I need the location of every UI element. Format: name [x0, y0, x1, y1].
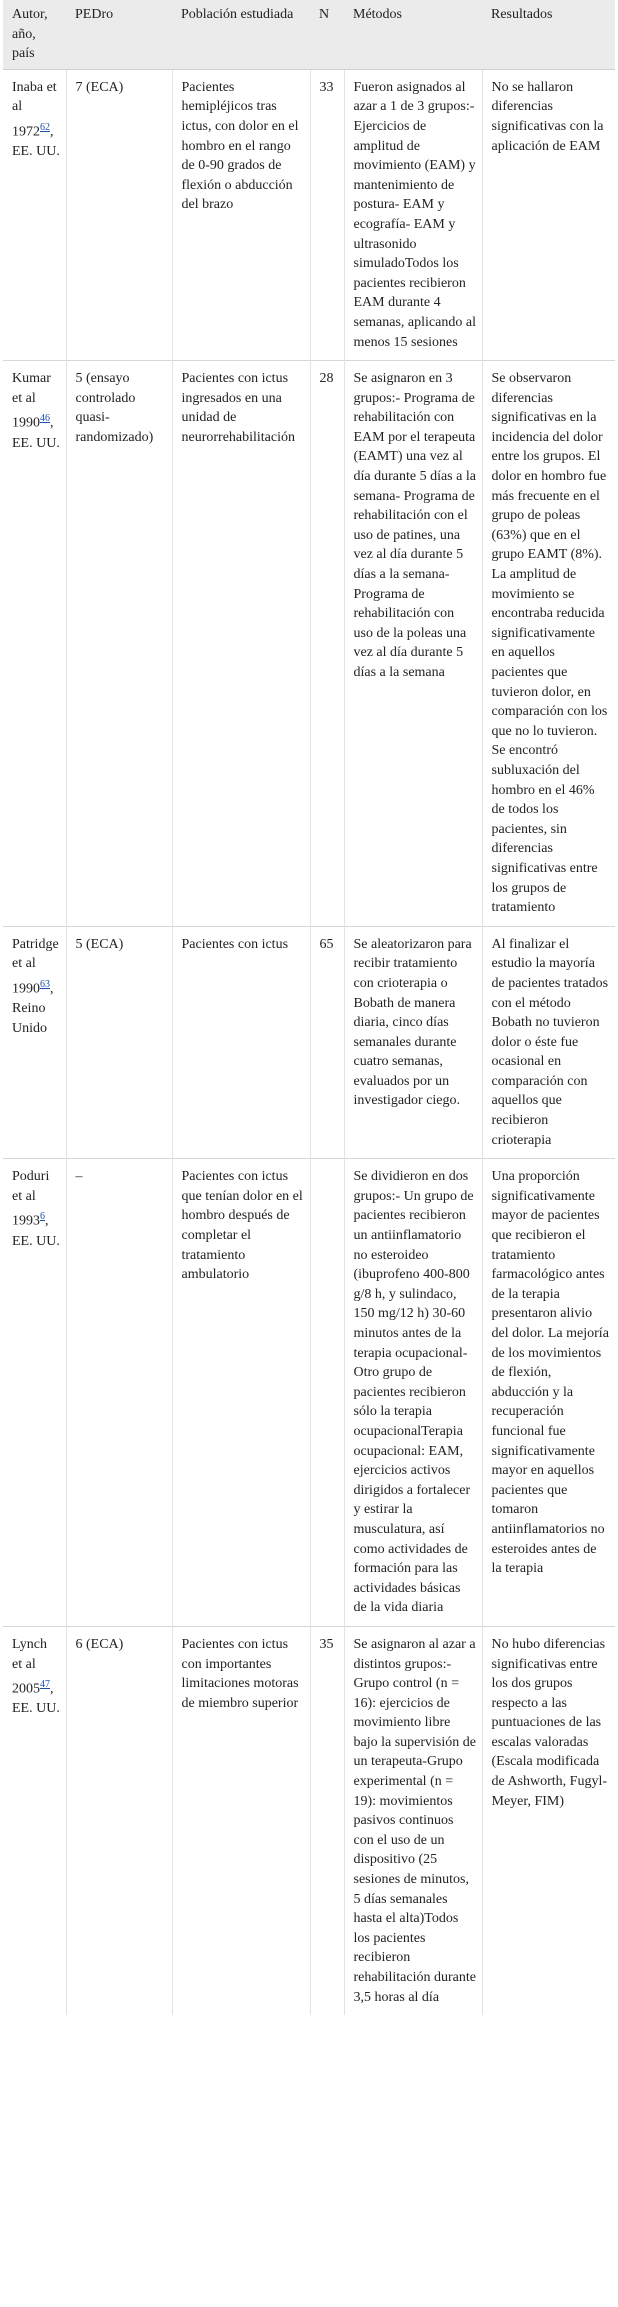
- population-cell: Pacientes con ictus: [172, 926, 310, 1159]
- methods-cell: Se aleatorizaron para recibir tratamiento con crioterapia o Bobath de manera diaria, cinco días semanales durante cuatro semanas, evaluados por un investigador ciego.: [344, 926, 482, 1159]
- methods-cell: Fueron asignados al azar a 1 de 3 grupos:- Ejercicios de amplitud de movimiento (EAM) y mantenimiento de postura- EAM y ecografía- EAM y ultrasonido simuladoTodos los pacientes recibieron EAM durante 4 semanas, aplicando al menos 15 sesiones: [344, 69, 482, 360]
- population-cell: Pacientes con ictus ingresados en una unidad de neurorrehabilitación: [172, 361, 310, 927]
- header-author: Autor, año, país: [3, 0, 66, 69]
- header-n: N: [310, 0, 344, 69]
- n-cell: 65: [310, 926, 344, 1159]
- author-country: , EE. UU.: [12, 1681, 60, 1717]
- table-header: [3, 0, 615, 69]
- author-text: Kumar et al 1990: [12, 371, 51, 431]
- methods-cell: Se dividieron en dos grupos:- Un grupo de pacientes recibieron un antiinflamatorio no esteroideo (ibuprofeno 400-800 g/8 h, y sulindaco, 150 mg/12 h) 30-60 minutos antes de la terapia ocupacional- Otro grupo de pacientes recibieron sólo la terapia ocupacionalTerapia ocupacional: EAM, ejercicios activos dirigidos a fortalecer y estirar la musculatura, así como actividades de formación para las actividades básicas de la vida diaria: [344, 1159, 482, 1627]
- results-cell: Una proporción significativamente mayor de pacientes que recibieron el tratamiento farmacológico antes de la terapia presentaron alivio del dolor. La mejoría de los movimientos de flexión, abducción y la recuperación funcional fue significativamente mayor en aquellos pacientes que tomaron antiinflamatorios no esteroides antes de la terapia: [482, 1159, 615, 1627]
- pedro-cell: –: [66, 1159, 172, 1627]
- pedro-cell: 5 (ensayo controlado quasi-randomizado): [66, 361, 172, 927]
- reference-link[interactable]: 47: [40, 1679, 50, 1691]
- pedro-cell: 7 (ECA): [66, 69, 172, 360]
- studies-table: [3, 0, 615, 2015]
- methods-cell: Se asignaron al azar a distintos grupos:- Grupo control (n = 16): ejercicios de movimiento libre bajo la supervisión de un terapeuta-Grupo experimental (n = 19): movimientos pasivos continuos con el uso de un dispositivo (25 sesiones de minutos, 5 días semanales hasta el alta)Todos los pacientes recibieron rehabilitación durante 3,5 horas al día: [344, 1626, 482, 2015]
- table-row: [3, 1159, 615, 1627]
- methods-cell: Se asignaron en 3 grupos:- Programa de rehabilitación con EAM por el terapeuta (EAMT) una vez al día durante 5 días a la semana- Programa de rehabilitación con el uso de patines, una vez al día durante 5 días a la semana- Programa de rehabilitación con uso de la poleas una vez al día durante 5 días a la semana: [344, 361, 482, 927]
- author-cell: [3, 1626, 66, 2015]
- population-cell: Pacientes con ictus que tenían dolor en el hombro después de completar el tratamiento ambulatorio: [172, 1159, 310, 1627]
- table-row: [3, 361, 615, 927]
- reference-link[interactable]: 6: [40, 1211, 45, 1223]
- author-country: , EE. UU.: [12, 1214, 60, 1249]
- author-cell: [3, 926, 66, 1159]
- n-cell: 33: [310, 69, 344, 360]
- author-cell: [3, 361, 66, 927]
- n-cell: [310, 1159, 344, 1627]
- author-text: Lynch et al 2005: [12, 1636, 47, 1697]
- header-pedro: PEDro: [66, 0, 172, 69]
- table-row: [3, 1626, 615, 2015]
- pedro-cell: 5 (ECA): [66, 926, 172, 1159]
- reference-link[interactable]: 46: [40, 413, 50, 425]
- results-cell: Al finalizar el estudio la mayoría de pacientes tratados con el método Bobath no tuvieron dolor o éste fue ocasional en comparación con aquellos que recibieron crioterapia: [482, 926, 615, 1159]
- author-cell: [3, 1159, 66, 1627]
- author-country: , Reino Unido: [12, 981, 54, 1036]
- header-results: Resultados: [482, 0, 615, 69]
- results-cell: No hubo diferencias significativas entre los dos grupos respecto a las puntuaciones de las escalas valoradas (Escala modificada de Ashworth, Fugyl-Meyer, FIM): [482, 1626, 615, 2015]
- results-cell: No se hallaron diferencias significativas con la aplicación de EAM: [482, 69, 615, 360]
- reference-link[interactable]: 63: [40, 978, 50, 990]
- population-cell: Pacientes hemipléjicos tras ictus, con dolor en el hombro en el rango de 0-90 grados de flexión o abducción del brazo: [172, 69, 310, 360]
- pedro-cell: 6 (ECA): [66, 1626, 172, 2015]
- author-country: , EE. UU.: [12, 415, 60, 451]
- results-cell: Se observaron diferencias significativas en la incidencia del dolor entre los grupos. El dolor en hombro fue más frecuente en el grupo de poleas (63%) que en el grupo EAMT (8%). La amplitud de movimiento se encontraba reducida significativamente en aquellos pacientes que tuvieron dolor, en comparación con los que no lo tuvieron. Se encontró subluxación del hombro en el 46% de todos los pacientes, sin diferencias significativas entre los grupos de tratamiento: [482, 361, 615, 927]
- table-row: [3, 69, 615, 360]
- population-cell: Pacientes con ictus con importantes limitaciones motoras de miembro superior: [172, 1626, 310, 2015]
- reference-link[interactable]: 62: [40, 121, 50, 133]
- n-cell: 28: [310, 361, 344, 927]
- author-text: Inaba et al 1972: [12, 79, 57, 140]
- author-cell: [3, 69, 66, 360]
- author-country: , EE. UU.: [12, 124, 60, 160]
- header-methods: Métodos: [344, 0, 482, 69]
- header-population: Población estudiada: [172, 0, 310, 69]
- header-row: [3, 0, 615, 69]
- table-row: [3, 926, 615, 1159]
- n-cell: 35: [310, 1626, 344, 2015]
- author-text: Poduri et al 1993: [12, 1169, 50, 1230]
- author-text: Patridge et al 1990: [12, 936, 59, 997]
